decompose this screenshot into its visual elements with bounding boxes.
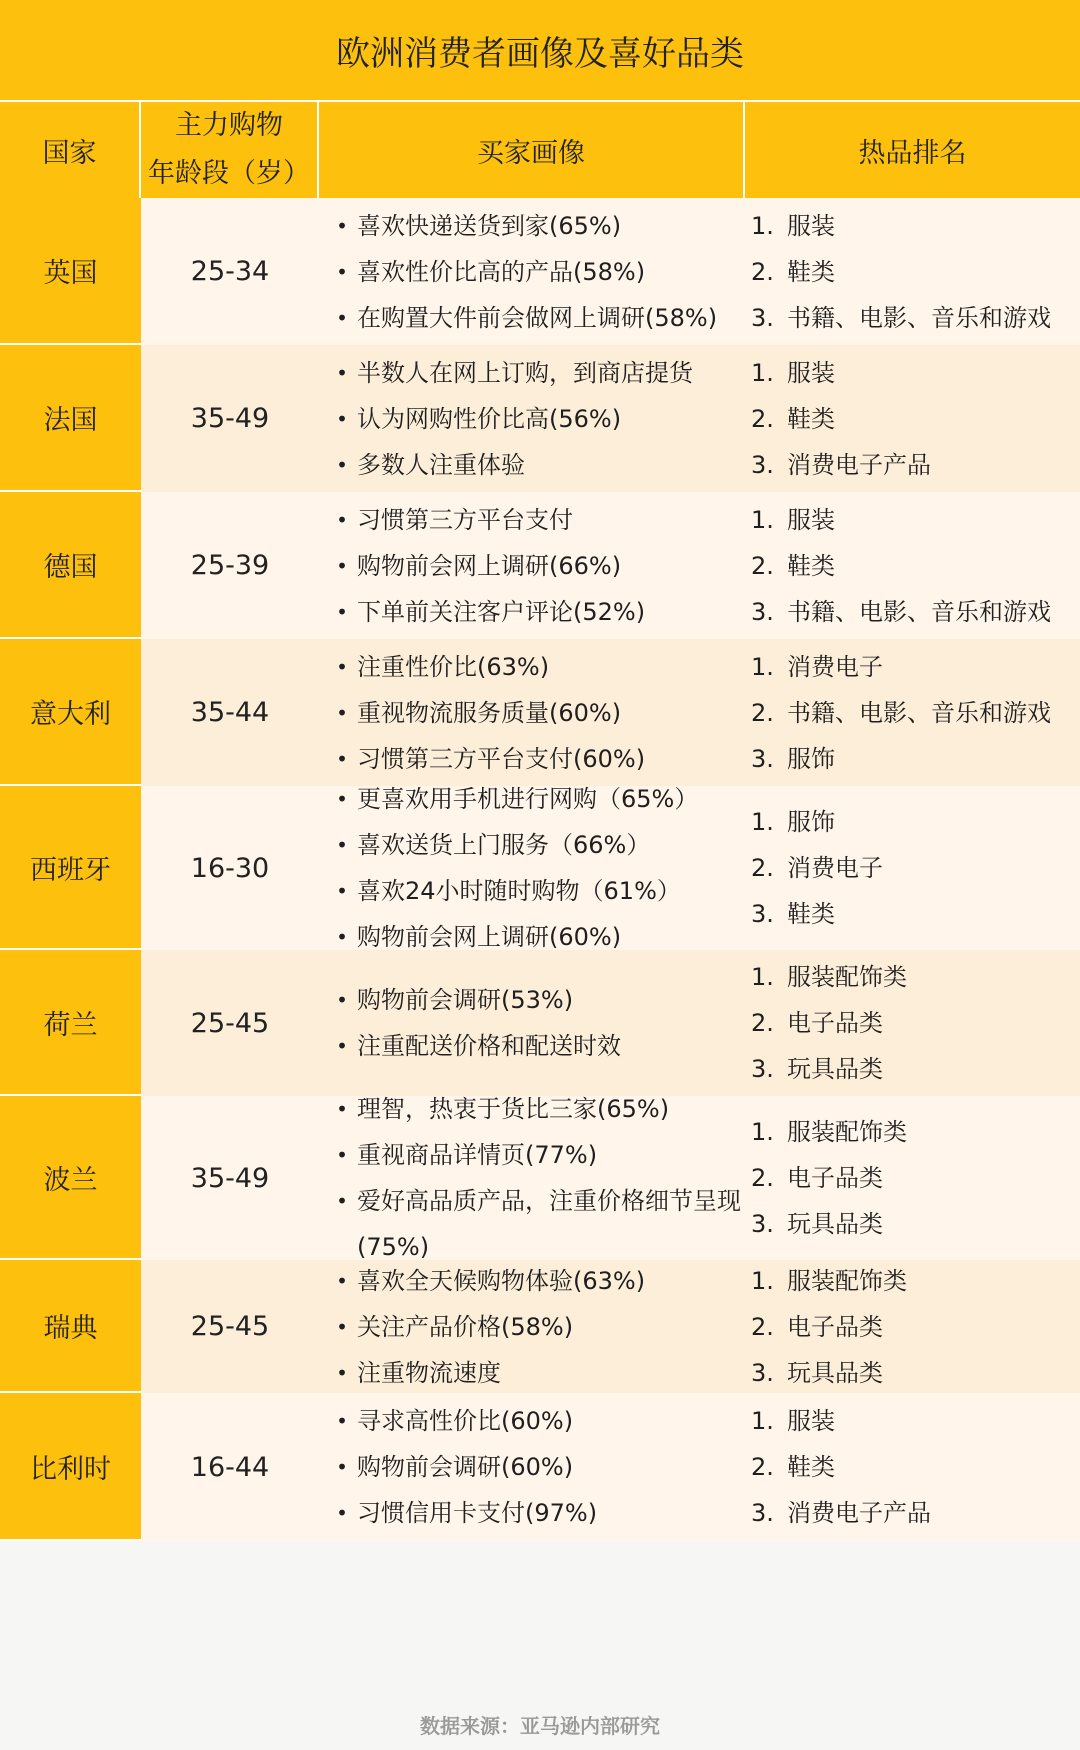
bullet-icon: • [336,1360,348,1385]
age-cell: 25-45 [190,1311,270,1342]
rank-item [751,1398,1080,1444]
table-row [0,345,1080,492]
persona-item [327,690,745,736]
persona-text: 喜欢性价比高的产品(58%) [357,257,646,286]
table-row [0,492,1080,639]
rank-item [751,1155,1080,1201]
country-cell: 意大利 [0,639,141,786]
rank-item [751,1000,1080,1046]
rank-name: 服装配饰类 [787,963,907,991]
persona-item [327,589,745,635]
persona-cell [319,786,745,950]
rank-number: 3. [751,1499,774,1527]
persona-text: 喜欢送货上门服务（66%） [357,831,651,859]
bullet-icon: • [336,988,348,1012]
persona-cell [319,1096,745,1260]
rank-name: 服饰 [787,808,835,836]
rank-name: 鞋类 [787,404,835,433]
hot-cell [745,639,1080,786]
bullet-icon: • [336,654,348,679]
rank-number: 3. [751,744,774,773]
persona-item [327,868,745,914]
table-row [0,198,1080,345]
persona-item [327,1023,745,1069]
rank-number: 2. [751,854,774,882]
country-cell: 法国 [0,345,141,492]
persona-item [327,1444,745,1490]
bullet-icon: • [336,1268,348,1293]
bullet-icon: • [336,213,348,238]
persona-cell [319,1260,745,1393]
rank-number: 2. [751,257,774,286]
persona-text: 习惯信用卡支付(97%) [357,1499,598,1527]
persona-cell [319,950,745,1096]
rank-item [751,1258,1080,1304]
bullet-icon: • [336,879,348,903]
persona-text: 习惯第三方平台支付(60%) [357,744,646,773]
bullet-icon: • [336,1143,348,1167]
persona-text: 购物前会调研(60%) [357,1453,574,1481]
persona-item [327,497,745,543]
rank-item [751,690,1080,736]
rank-item [751,497,1080,543]
persona-item [327,977,745,1023]
bullet-icon: • [336,925,348,949]
rank-name: 玩具品类 [787,1358,883,1387]
rank-item [751,1046,1080,1092]
persona-text: 重视物流服务质量(60%) [357,698,622,727]
persona-item [327,350,745,396]
bullet-icon: • [336,1455,348,1479]
persona-item [327,644,745,690]
table-row [0,639,1080,786]
persona-item [327,1132,745,1178]
rank-item [751,1490,1080,1536]
persona-text: 更喜欢用手机进行网购（65%） [357,785,699,813]
hot-cell [745,1096,1080,1260]
persona-cell [319,1393,745,1541]
persona-item [327,1350,745,1396]
header-hot: 热品排名 [858,137,967,169]
age-cell: 25-39 [190,550,270,581]
rank-item [751,442,1080,488]
persona-item [327,203,745,249]
hot-cell [745,1260,1080,1393]
rank-name: 服装配饰类 [787,1266,907,1295]
rank-number: 3. [751,303,774,332]
rank-number: 2. [751,1312,774,1341]
rank-item [751,644,1080,690]
rank-name: 鞋类 [787,1453,835,1481]
bullet-icon: • [336,700,348,725]
rank-item [751,1304,1080,1350]
rank-number: 3. [751,900,774,928]
persona-item [327,295,745,341]
persona-text: 喜欢快递送货到家(65%) [357,211,622,240]
rank-number: 1. [751,1407,774,1435]
bullet-icon: • [336,746,348,771]
rank-number: 1. [751,1118,774,1146]
table-header [0,102,1080,198]
rank-name: 电子品类 [787,1009,883,1037]
persona-item [327,1086,745,1132]
rank-name: 服装 [787,1407,835,1435]
country-cell: 波兰 [0,1096,141,1260]
age-cell: 35-44 [190,697,270,728]
rank-name: 消费电子产品 [787,1499,931,1527]
table-row [0,786,1080,950]
persona-text: 在购置大件前会做网上调研(58%) [357,303,718,332]
country-cell: 荷兰 [0,950,141,1096]
rank-name: 鞋类 [787,551,835,580]
rank-item [751,295,1080,341]
persona-cell [319,639,745,786]
rank-number: 1. [751,211,774,240]
table-row [0,1096,1080,1260]
rank-number: 1. [751,1266,774,1295]
persona-text: 购物前会调研(53%) [357,986,574,1014]
hot-cell [745,786,1080,950]
country-cell: 英国 [0,198,141,345]
rank-item [751,736,1080,782]
persona-item [327,442,745,488]
persona-item [327,736,745,782]
rank-name: 书籍、电影、音乐和游戏 [787,597,1051,626]
table-row [0,950,1080,1096]
persona-text: 注重物流速度 [357,1358,501,1387]
persona-text: 寻求高性价比(60%) [357,1407,574,1435]
persona-item [327,1304,745,1350]
age-cell: 16-44 [190,1451,270,1483]
rank-number: 2. [751,551,774,580]
bullet-icon: • [336,599,348,624]
bullet-icon: • [336,1034,348,1058]
rank-item [751,249,1080,295]
bullet-icon: • [336,305,348,330]
bullet-icon: • [336,787,348,811]
rank-item [751,845,1080,891]
persona-item [327,396,745,442]
rank-number: 3. [751,1358,774,1387]
rank-item [751,1350,1080,1396]
hot-cell [745,492,1080,639]
bullet-icon: • [336,1189,348,1213]
rank-name: 消费电子 [787,854,883,882]
persona-item [327,1398,745,1444]
persona-text: 认为网购性价比高(56%) [357,404,622,433]
persona-text: 喜欢全天候购物体验(63%) [357,1266,646,1295]
rank-item [751,203,1080,249]
persona-text: 理智，热衷于货比三家(65%) [357,1095,670,1123]
persona-item [327,1490,745,1536]
persona-text: 下单前关注客户评论(52%) [357,597,646,626]
bullet-icon: • [336,452,348,477]
rank-name: 服装 [787,211,835,240]
bullet-icon: • [336,1501,348,1525]
persona-item [327,776,745,822]
rank-item [751,1201,1080,1247]
rank-name: 鞋类 [787,257,835,286]
header-age-line1: 主力购物 [175,110,283,141]
rank-item [751,396,1080,442]
persona-item [327,1258,745,1304]
rank-item [751,891,1080,937]
rank-item [751,1444,1080,1490]
rank-name: 服饰 [787,744,835,773]
table-row [0,1393,1080,1541]
persona-text: 购物前会网上调研(66%) [357,551,622,580]
rank-number: 3. [751,450,774,479]
rank-number: 1. [751,652,774,681]
rank-item [751,589,1080,635]
rank-item [751,1109,1080,1155]
rank-name: 书籍、电影、音乐和游戏 [787,698,1051,727]
rank-name: 鞋类 [787,900,835,928]
bullet-icon: • [336,360,348,385]
persona-text: 习惯第三方平台支付 [357,505,573,534]
rank-name: 书籍、电影、音乐和游戏 [787,303,1051,332]
bullet-icon: • [336,1314,348,1339]
rank-name: 消费电子 [787,652,883,681]
persona-item [327,1178,745,1270]
persona-text: 购物前会网上调研(60%) [357,923,622,951]
table-row [0,1260,1080,1393]
rank-number: 1. [751,358,774,387]
header-age-line2: 年龄段（岁） [148,158,310,189]
country-cell: 西班牙 [0,786,141,950]
rank-item [751,954,1080,1000]
rank-number: 2. [751,404,774,433]
rank-number: 3. [751,1055,774,1083]
hot-cell [745,198,1080,345]
rank-number: 2. [751,1164,774,1192]
table-body [0,198,1080,1541]
rank-name: 服装 [787,505,835,534]
rank-name: 服装配饰类 [787,1118,907,1146]
rank-item [751,350,1080,396]
rank-name: 电子品类 [787,1312,883,1341]
header-country: 国家 [0,102,141,198]
header-persona: 买家画像 [319,102,745,198]
persona-item [327,543,745,589]
persona-item [327,249,745,295]
rank-item [751,543,1080,589]
bullet-icon: • [336,406,348,431]
rank-number: 2. [751,1453,774,1481]
rank-number: 3. [751,597,774,626]
page-title: 欧洲消费者画像及喜好品类 [0,0,1080,100]
age-cell: 16-30 [190,852,270,884]
hot-cell [745,1393,1080,1541]
rank-number: 1. [751,505,774,534]
header-age [141,102,319,198]
rank-number: 2. [751,1009,774,1037]
bullet-icon: • [336,507,348,532]
persona-text: 关注产品价格(58%) [357,1312,574,1341]
bullet-icon: • [336,259,348,284]
persona-cell [319,492,745,639]
bullet-icon: • [336,553,348,578]
persona-text: 喜欢24小时随时购物（61%） [357,877,681,905]
persona-cell [319,198,745,345]
persona-text: 半数人在网上订购，到商店提货 [357,358,693,387]
persona-text: 爱好高品质产品，注重价格细节呈现(75%) [357,1187,741,1261]
rank-name: 消费电子产品 [787,450,931,479]
country-cell: 瑞典 [0,1260,141,1393]
country-cell: 德国 [0,492,141,639]
age-cell: 35-49 [190,403,270,434]
persona-text: 多数人注重体验 [357,450,525,479]
bullet-icon: • [336,833,348,857]
country-cell: 比利时 [0,1393,141,1541]
age-cell: 25-45 [190,1007,270,1039]
rank-number: 3. [751,1210,774,1238]
persona-cell [319,345,745,492]
hot-cell [745,950,1080,1096]
rank-name: 服装 [787,358,835,387]
rank-name: 玩具品类 [787,1055,883,1083]
age-cell: 35-49 [190,1162,270,1194]
rank-number: 2. [751,698,774,727]
hot-cell [745,345,1080,492]
bullet-icon: • [336,1409,348,1433]
persona-text: 注重性价比(63%) [357,652,550,681]
rank-name: 电子品类 [787,1164,883,1192]
source-note: 数据来源：亚马逊内部研究 [420,1713,660,1738]
bullet-icon: • [336,1097,348,1121]
persona-text: 注重配送价格和配送时效 [357,1032,621,1060]
rank-number: 1. [751,808,774,836]
persona-item [327,822,745,868]
rank-item [751,799,1080,845]
rank-number: 1. [751,963,774,991]
rank-name: 玩具品类 [787,1210,883,1238]
age-cell: 25-34 [190,256,270,287]
persona-text: 重视商品详情页(77%) [357,1141,598,1169]
